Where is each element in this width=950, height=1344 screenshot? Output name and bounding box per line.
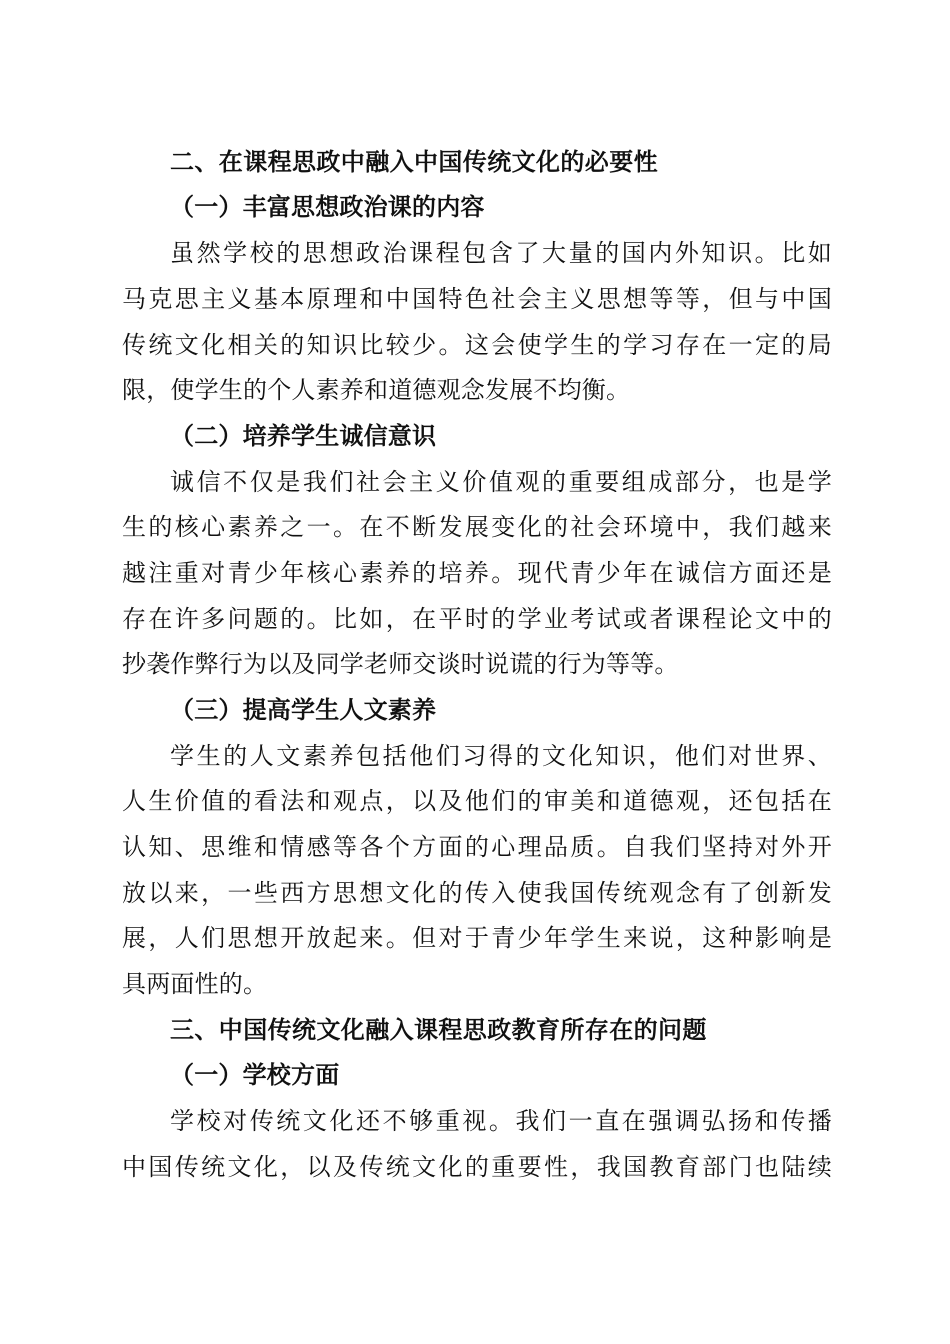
paragraph-line: 限，使学生的个人素养和道德观念发展不均衡。	[122, 376, 631, 404]
paragraph-line: 越注重对青少年核心素养的培养。现代青少年在诚信方面还是	[122, 559, 832, 587]
paragraph-line: 学校对传统文化还不够重视。我们一直在强调弘扬和传播	[170, 1107, 832, 1135]
paragraph-line: 学生的人文素养包括他们习得的文化知识，他们对世界、	[170, 742, 832, 770]
subheading-2-1: （一）丰富思想政治课的内容	[170, 192, 485, 221]
paragraph-line: 生的核心素养之一。在不断发展变化的社会环境中，我们越来	[122, 513, 832, 541]
section-heading-3: 三、中国传统文化融入课程思政教育所存在的问题	[170, 1016, 707, 1044]
subheading-2-3: （三）提高学生人文素养	[170, 695, 437, 724]
paragraph-line: 放以来，一些西方思想文化的传入使我国传统观念有了创新发	[122, 879, 832, 907]
paragraph-line: 展，人们思想开放起来。但对于青少年学生来说，这种影响是	[122, 924, 832, 952]
subheading-3-1: （一）学校方面	[170, 1060, 340, 1089]
paragraph-line: 马克思主义基本原理和中国特色社会主义思想等等，但与中国	[122, 285, 832, 313]
paragraph-line: 具两面性的。	[122, 970, 268, 998]
paragraph-line: 抄袭作弊行为以及同学老师交谈时说谎的行为等等。	[122, 650, 679, 678]
paragraph-line: 诚信不仅是我们社会主义价值观的重要组成部分，也是学	[170, 468, 832, 496]
paragraph-line: 人生价值的看法和观点，以及他们的审美和道德观，还包括在	[122, 787, 832, 815]
subheading-2-2: （二）培养学生诚信意识	[170, 421, 437, 450]
section-heading-2: 二、在课程思政中融入中国传统文化的必要性	[170, 148, 658, 176]
paragraph-line: 存在许多问题的。比如，在平时的学业考试或者课程论文中的	[122, 605, 832, 633]
paragraph-line: 虽然学校的思想政治课程包含了大量的国内外知识。比如	[170, 239, 832, 267]
paragraph-line: 认知、思维和情感等各个方面的心理品质。自我们坚持对外开	[122, 833, 832, 861]
paragraph-line: 中国传统文化，以及传统文化的重要性，我国教育部门也陆续	[122, 1153, 832, 1181]
paragraph-line: 传统文化相关的知识比较少。这会使学生的学习存在一定的局	[122, 331, 832, 359]
